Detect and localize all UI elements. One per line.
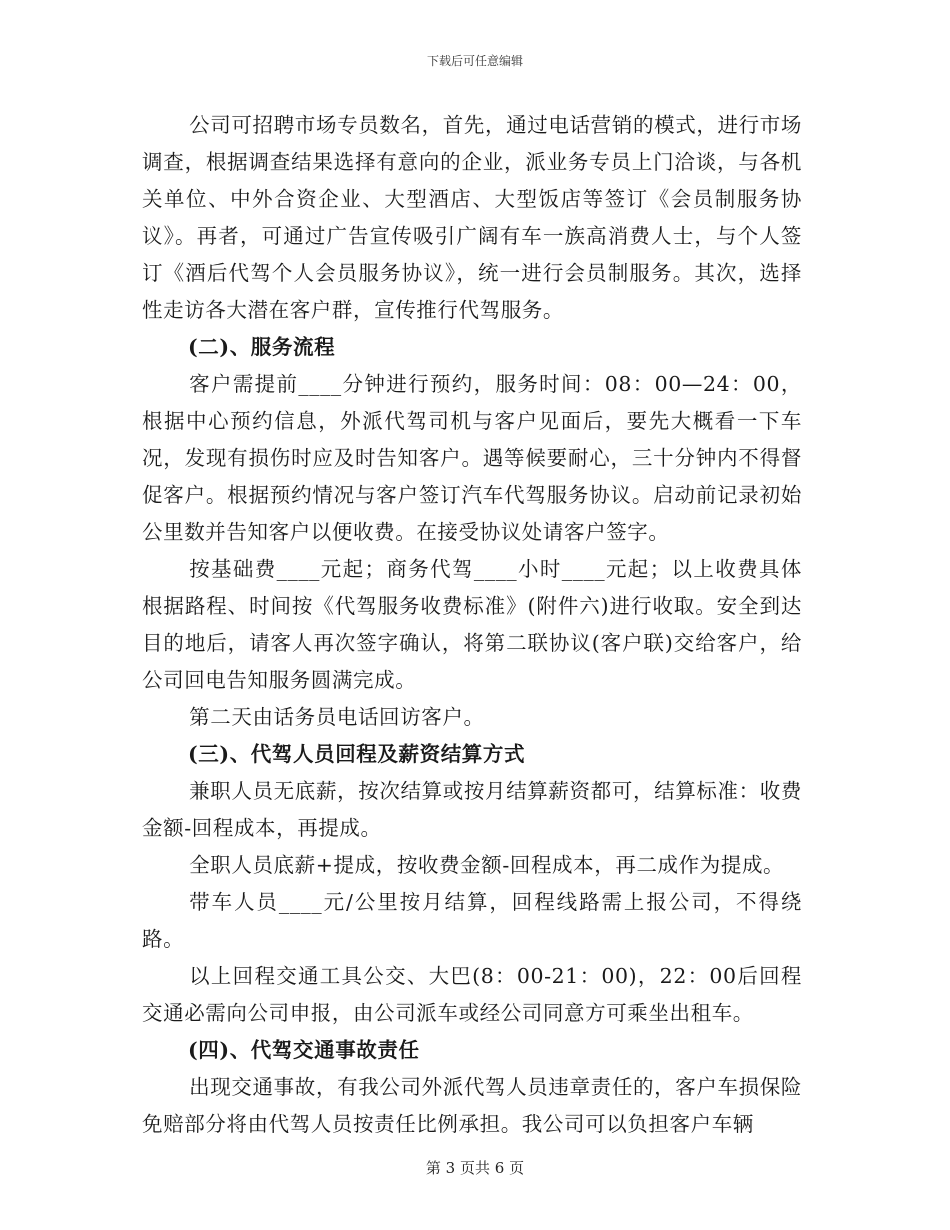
paragraph-reservation: 客户需提前____分钟进行预约，服务时间：08：00—24：00，根据中心预约信息，外派代驾司机与客户见面后，要先大概看一下车况，发现有损伤时应及时告知客户。遇等候要耐心，三十分钟内不得督促客户。根据预约情况与客户签订汽车代驾服务协议。启动前记录初始公里数并告知客户以便收费。在接受协议处请客户签字。 <box>142 372 802 544</box>
page-footer: 第 3 页共 6 页 <box>425 1159 525 1177</box>
page-header: 下载后可任意编辑 <box>426 54 523 68</box>
section-heading-service-process: (二)、服务流程 <box>188 335 336 359</box>
document-body <box>142 107 802 1143</box>
paragraph-part-time: 兼职人员无底薪，按次结算或按月结算薪资都可，结算标准：收费金额-回程成本，再提成。 <box>142 779 802 840</box>
section-heading-accident: (四)、代驾交通事故责任 <box>188 1038 420 1062</box>
paragraph-follow-up: 第二天由话务员电话回访客户。 <box>189 705 485 729</box>
paragraph-transport: 以上回程交通工具公交、大巴(8：00-21：00)，22：00后回程交通必需向公司申报，由公司派车或经公司同意方可乘坐出租车。 <box>142 964 802 1025</box>
section-heading-salary: (三)、代驾人员回程及薪资结算方式 <box>188 742 526 766</box>
paragraph-full-time: 全职人员底薪+提成，按收费金额-回程成本，再二成作为提成。 <box>189 853 785 877</box>
paragraph-fees: 按基础费____元起；商务代驾____小时____元起；以上收费具体根据路程、时间按《代驾服务收费标准》(附件六)进行收取。安全到达目的地后，请客人再次签字确认，将第二联协议(客户联)交给客户，给公司回电告知服务圆满完成。 <box>142 557 802 692</box>
paragraph-marketing: 公司可招聘市场专员数名，首先，通过电话营销的模式，进行市场调查，根据调查结果选择有意向的企业，派业务专员上门洽谈，与各机关单位、中外合资企业、大型酒店、大型饭店等签订《会员制服务协议》。再者，可通过广告宣传吸引广阔有车一族高消费人士，与个人签订《酒后代驾个人会员服务协议》，统一进行会员制服务。其次，选择性走访各大潜在客户群，宣传推行代驾服务。 <box>142 113 802 322</box>
paragraph-accident-liability: 出现交通事故，有我公司外派代驾人员违章责任的，客户车损保险免赔部分将由代驾人员按责任比例承担。我公司可以负担客户车辆 <box>142 1075 802 1136</box>
paragraph-with-car: 带车人员____元/公里按月结算，回程线路需上报公司，不得绕路。 <box>142 890 802 951</box>
